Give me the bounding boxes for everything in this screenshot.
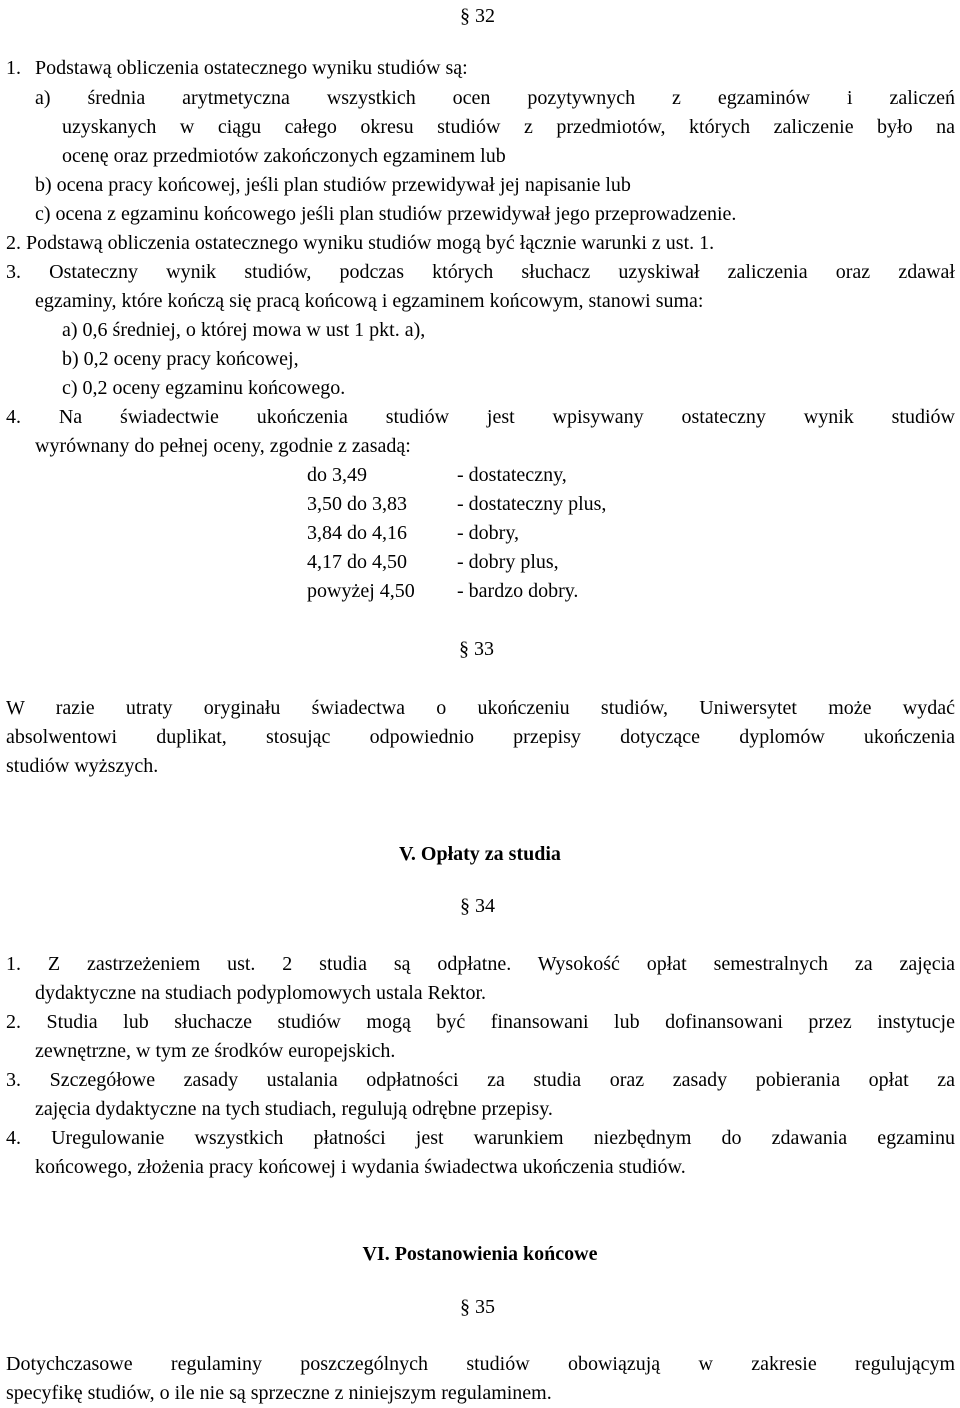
- s34-p4-line2: końcowego, złożenia pracy końcowej i wydania świadectwa ukończenia studiów.: [35, 1156, 686, 1178]
- s34-p3-line1: 3. Szczegółowe zasady ustalania odpłatności za studia oraz zasady pobierania opłat za: [6, 1069, 955, 1091]
- s35-line1: Dotychczasowe regulaminy poszczególnych studiów obowiązują w zakresie regulującym: [6, 1353, 955, 1375]
- s34-p4-line1: 4. Uregulowanie wszystkich płatności jest warunkiem niezbędnym do zdawania egzaminu: [6, 1127, 955, 1149]
- s32-p3-a: a) 0,6 średniej, o której mowa w ust 1 pkt. a),: [62, 319, 426, 341]
- s32-p1-text: Podstawą obliczenia ostatecznego wyniku studiów są:: [35, 57, 468, 79]
- grade-range: powyżej 4,50: [307, 580, 415, 602]
- s32-b-line: b) ocena pracy końcowej, jeśli plan studiów przewidywał jej napisanie lub: [35, 174, 631, 196]
- grade-label: - dostateczny,: [457, 464, 567, 486]
- s32-p3-b: b) 0,2 oceny pracy końcowej,: [62, 348, 299, 370]
- section-35-heading: § 35: [460, 1296, 495, 1318]
- s32-p4-line1: 4. Na świadectwie ukończenia studiów jest wpisywany ostateczny wynik studiów: [6, 406, 955, 428]
- s32-a-line3: ocenę oraz przedmiotów zakończonych egzaminem lub: [62, 145, 506, 167]
- grade-label: - dobry,: [457, 522, 520, 544]
- s33-line1: W razie utraty oryginału świadectwa o ukończeniu studiów, Uniwersytet może wydać: [6, 697, 955, 719]
- s32-a-line2: uzyskanych w ciągu całego okresu studiów z przedmiotów, których zaliczenie było na: [62, 116, 955, 138]
- s32-p3-line2: egzaminy, które kończą się pracą końcową i egzaminem końcowym, stanowi suma:: [35, 290, 704, 312]
- grade-range: 3,84 do 4,16: [307, 522, 407, 544]
- s34-p1-line2: dydaktyczne na studiach podyplomowych ustala Rektor.: [35, 982, 487, 1004]
- grade-range: do 3,49: [307, 464, 367, 486]
- s32-p3-line1: 3. Ostateczny wynik studiów, podczas których słuchacz uzyskiwał zaliczenia oraz zdawał: [6, 261, 955, 283]
- section-32-heading: § 32: [460, 5, 495, 27]
- s32-a-line1: a) średnia arytmetyczna wszystkich ocen pozytywnych z egzaminów i zaliczeń: [35, 87, 955, 109]
- section-34-heading: § 34: [460, 895, 495, 917]
- s35-line2: specyfikę studiów, o ile nie są sprzeczne z niniejszym regulaminem.: [6, 1382, 552, 1404]
- s33-line3: studiów wyższych.: [6, 755, 159, 777]
- s32-p4-line2: wyrównany do pełnej oceny, zgodnie z zasadą:: [35, 435, 411, 457]
- s34-p2-line2: zewnętrzne, w tym ze środków europejskich.: [35, 1040, 396, 1062]
- grade-label: - dobry plus,: [457, 551, 559, 573]
- s34-p2-line1: 2. Studia lub słuchacze studiów mogą być finansowani lub dofinansowani przez instytucje: [6, 1011, 955, 1033]
- grade-label: - dostateczny plus,: [457, 493, 607, 515]
- s33-line2: absolwentowi duplikat, stosując odpowiednio przepisy dotyczące dyplomów ukończenia: [6, 726, 955, 748]
- grade-label: - bardzo dobry.: [457, 580, 579, 602]
- s34-p3-line2: zajęcia dydaktyczne na tych studiach, regulują odrębne przepisy.: [35, 1098, 553, 1120]
- grade-range: 4,17 do 4,50: [307, 551, 407, 573]
- s32-p2: 2. Podstawą obliczenia ostatecznego wyniku studiów mogą być łącznie warunki z ust. 1.: [6, 232, 715, 254]
- s32-p3-c: c) 0,2 oceny egzaminu końcowego.: [62, 377, 346, 399]
- s34-p1-line1: 1. Z zastrzeżeniem ust. 2 studia są odpłatne. Wysokość opłat semestralnych za zajęcia: [6, 953, 955, 975]
- section-33-heading: § 33: [459, 638, 494, 660]
- s32-c-line: c) ocena z egzaminu końcowego jeśli plan studiów przewidywał jego przeprowadzenie.: [35, 203, 737, 225]
- s32-p1-label: 1.: [6, 57, 21, 79]
- grade-range: 3,50 do 3,83: [307, 493, 407, 515]
- chapter-6-heading: VI. Postanowienia końcowe: [362, 1243, 598, 1265]
- chapter-5-heading: V. Opłaty za studia: [399, 843, 561, 865]
